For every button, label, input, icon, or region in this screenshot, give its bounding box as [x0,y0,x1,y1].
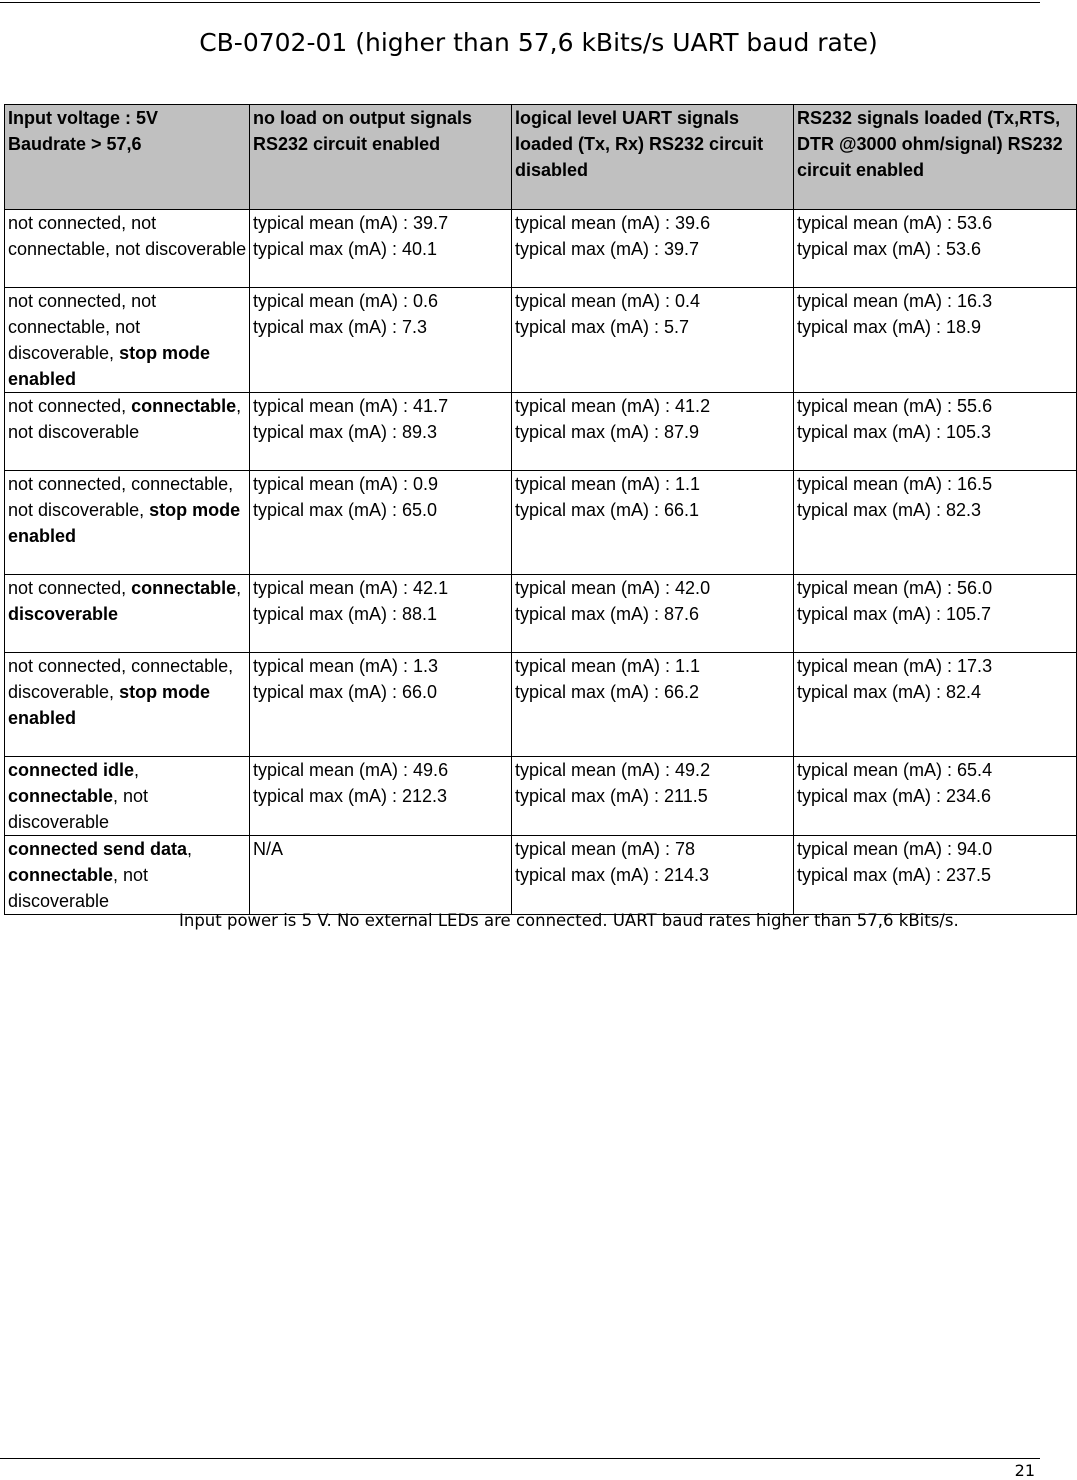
measurement-value: typical mean (mA) : 39.6 [515,213,711,233]
measurement-max: typical max (mA) : 212.3 [253,786,448,806]
measurement-max: typical max (mA) : 66.2 [515,682,700,702]
measurement-max: typical max (mA) : 237.5 [797,865,992,885]
condition-text: not connected, not connectable, not discoverable, [8,291,157,363]
measurement-value: typical mean (mA) : 1.1 [515,474,701,494]
footer-rule [0,1458,1040,1459]
header-cell-rs232-loaded [794,105,1077,210]
table-row [5,471,1077,575]
condition-emphasis: connectable [8,786,114,806]
measurement-cell [512,575,794,653]
measurement-cell [250,210,512,288]
measurement-cell [512,393,794,471]
table-header-row [5,105,1077,210]
measurement-max: typical max (mA) : 40.1 [253,239,438,259]
condition-text: , [236,578,242,598]
measurement-value: typical mean (mA) : 42.1 [253,578,449,598]
measurement-max: typical max (mA) : 87.6 [515,604,700,624]
measurement-value: typical mean (mA) : 42.0 [515,578,711,598]
condition-cell [5,288,250,393]
measurement-max: typical max (mA) : 65.0 [253,500,438,520]
condition-emphasis: discoverable [8,604,119,624]
measurement-cell [794,393,1077,471]
measurement-cell [250,393,512,471]
measurement-value: typical mean (mA) : 1.3 [253,656,439,676]
measurement-cell [250,288,512,393]
measurement-cell [512,836,794,915]
measurement-cell [794,836,1077,915]
measurement-cell [512,210,794,288]
measurement-max: typical max (mA) : 5.7 [515,317,690,337]
measurement-max: typical max (mA) : 53.6 [797,239,982,259]
measurement-value: typical mean (mA) : 53.6 [797,213,993,233]
measurement-cell [794,757,1077,836]
condition-text: not connected, connectable, not discoverable, [8,474,234,520]
condition-emphasis: connectable [8,865,114,885]
measurement-value: N/A [253,839,284,859]
measurement-cell [512,288,794,393]
measurement-cell [250,471,512,575]
condition-text: , not discoverable [8,396,242,442]
measurement-value: typical mean (mA) : 39.7 [253,213,449,233]
condition-text: , [134,760,140,780]
measurement-cell [512,757,794,836]
header-line: logical level UART signals loaded (Tx, Rx) RS232 circuit disabled [515,108,764,180]
header-cell-uart-loaded [512,105,794,210]
table-row [5,653,1077,757]
table-row [5,393,1077,471]
condition-cell [5,210,250,288]
table-row [5,575,1077,653]
header-line: Baudrate > 57,6 [8,134,142,154]
table-body [5,210,1077,915]
measurement-value: typical mean (mA) : 41.7 [253,396,449,416]
measurement-value: typical mean (mA) : 55.6 [797,396,993,416]
measurement-max: typical max (mA) : 105.7 [797,604,992,624]
measurement-cell [512,471,794,575]
measurement-value: typical mean (mA) : 16.5 [797,474,993,494]
measurement-value: typical mean (mA) : 1.1 [515,656,701,676]
condition-emphasis: connectable [131,578,237,598]
measurement-max: typical max (mA) : 234.6 [797,786,992,806]
measurement-value: typical mean (mA) : 0.4 [515,291,701,311]
measurement-cell [250,653,512,757]
condition-emphasis: connected idle [8,760,135,780]
condition-text: not connected, not connectable, not discoverable [8,213,247,259]
header-line: no load on output signals [253,108,472,128]
current-consumption-table [4,104,1077,915]
measurement-max: typical max (mA) : 7.3 [253,317,428,337]
condition-cell [5,836,250,915]
measurement-cell [794,210,1077,288]
header-rule [0,2,1040,3]
measurement-cell [250,757,512,836]
measurement-max: typical max (mA) : 105.3 [797,422,992,442]
condition-emphasis: stop mode enabled [8,682,211,728]
condition-cell [5,471,250,575]
measurement-cell [250,836,512,915]
header-cell-no-load [250,105,512,210]
header-line: Input voltage : 5V [8,108,159,128]
measurement-cell [794,575,1077,653]
condition-emphasis: connectable [131,396,237,416]
header-cell-input [5,105,250,210]
table-row [5,210,1077,288]
measurement-max: typical max (mA) : 66.1 [515,500,700,520]
measurement-value: typical mean (mA) : 0.9 [253,474,439,494]
measurement-max: typical max (mA) : 214.3 [515,865,710,885]
measurement-value: typical mean (mA) : 78 [515,839,696,859]
page-title: CB-0702-01 (higher than 57,6 kBits/s UART baud rate) [199,28,878,57]
condition-emphasis: stop mode enabled [8,343,211,389]
measurement-max: typical max (mA) : 211.5 [515,786,708,806]
measurement-value: typical mean (mA) : 17.3 [797,656,993,676]
measurement-max: typical max (mA) : 82.4 [797,682,982,702]
condition-emphasis: stop mode enabled [8,500,241,546]
condition-text: , not discoverable [8,865,149,911]
measurement-value: typical mean (mA) : 0.6 [253,291,439,311]
measurement-cell [794,653,1077,757]
condition-text: not connected, [8,396,132,416]
header-line: RS232 signals loaded (Tx,RTS, DTR @3000 ohm/signal) RS232 circuit enabled [797,108,1063,180]
measurement-max: typical max (mA) : 82.3 [797,500,982,520]
measurement-cell [794,471,1077,575]
condition-cell [5,757,250,836]
measurement-max: typical max (mA) : 39.7 [515,239,700,259]
measurement-value: typical mean (mA) : 65.4 [797,760,993,780]
condition-cell [5,575,250,653]
condition-text: , [187,839,193,859]
condition-text: not connected, [8,578,132,598]
measurement-max: typical max (mA) : 88.1 [253,604,438,624]
page-number: 21 [1014,1461,1035,1480]
condition-cell [5,393,250,471]
table-row [5,757,1077,836]
table-row [5,836,1077,915]
measurement-value: typical mean (mA) : 16.3 [797,291,993,311]
measurement-value: typical mean (mA) : 49.2 [515,760,711,780]
measurement-max: typical max (mA) : 87.9 [515,422,700,442]
measurement-value: typical mean (mA) : 41.2 [515,396,711,416]
measurement-max: typical max (mA) : 18.9 [797,317,982,337]
measurement-cell [250,575,512,653]
table-caption: Input power is 5 V. No external LEDs are connected. UART baud rates higher than 57,6 kBits/s. [179,911,959,930]
header-line: RS232 circuit enabled [253,134,441,154]
condition-emphasis: connected send data [8,839,188,859]
table-row [5,288,1077,393]
measurement-cell [512,653,794,757]
measurement-max: typical max (mA) : 89.3 [253,422,438,442]
condition-text: not connected, connectable, discoverable, [8,656,234,702]
measurement-value: typical mean (mA) : 49.6 [253,760,449,780]
condition-cell [5,653,250,757]
measurement-value: typical mean (mA) : 94.0 [797,839,993,859]
measurement-max: typical max (mA) : 66.0 [253,682,438,702]
measurement-value: typical mean (mA) : 56.0 [797,578,993,598]
measurement-cell [794,288,1077,393]
condition-text: , not discoverable [8,786,149,832]
